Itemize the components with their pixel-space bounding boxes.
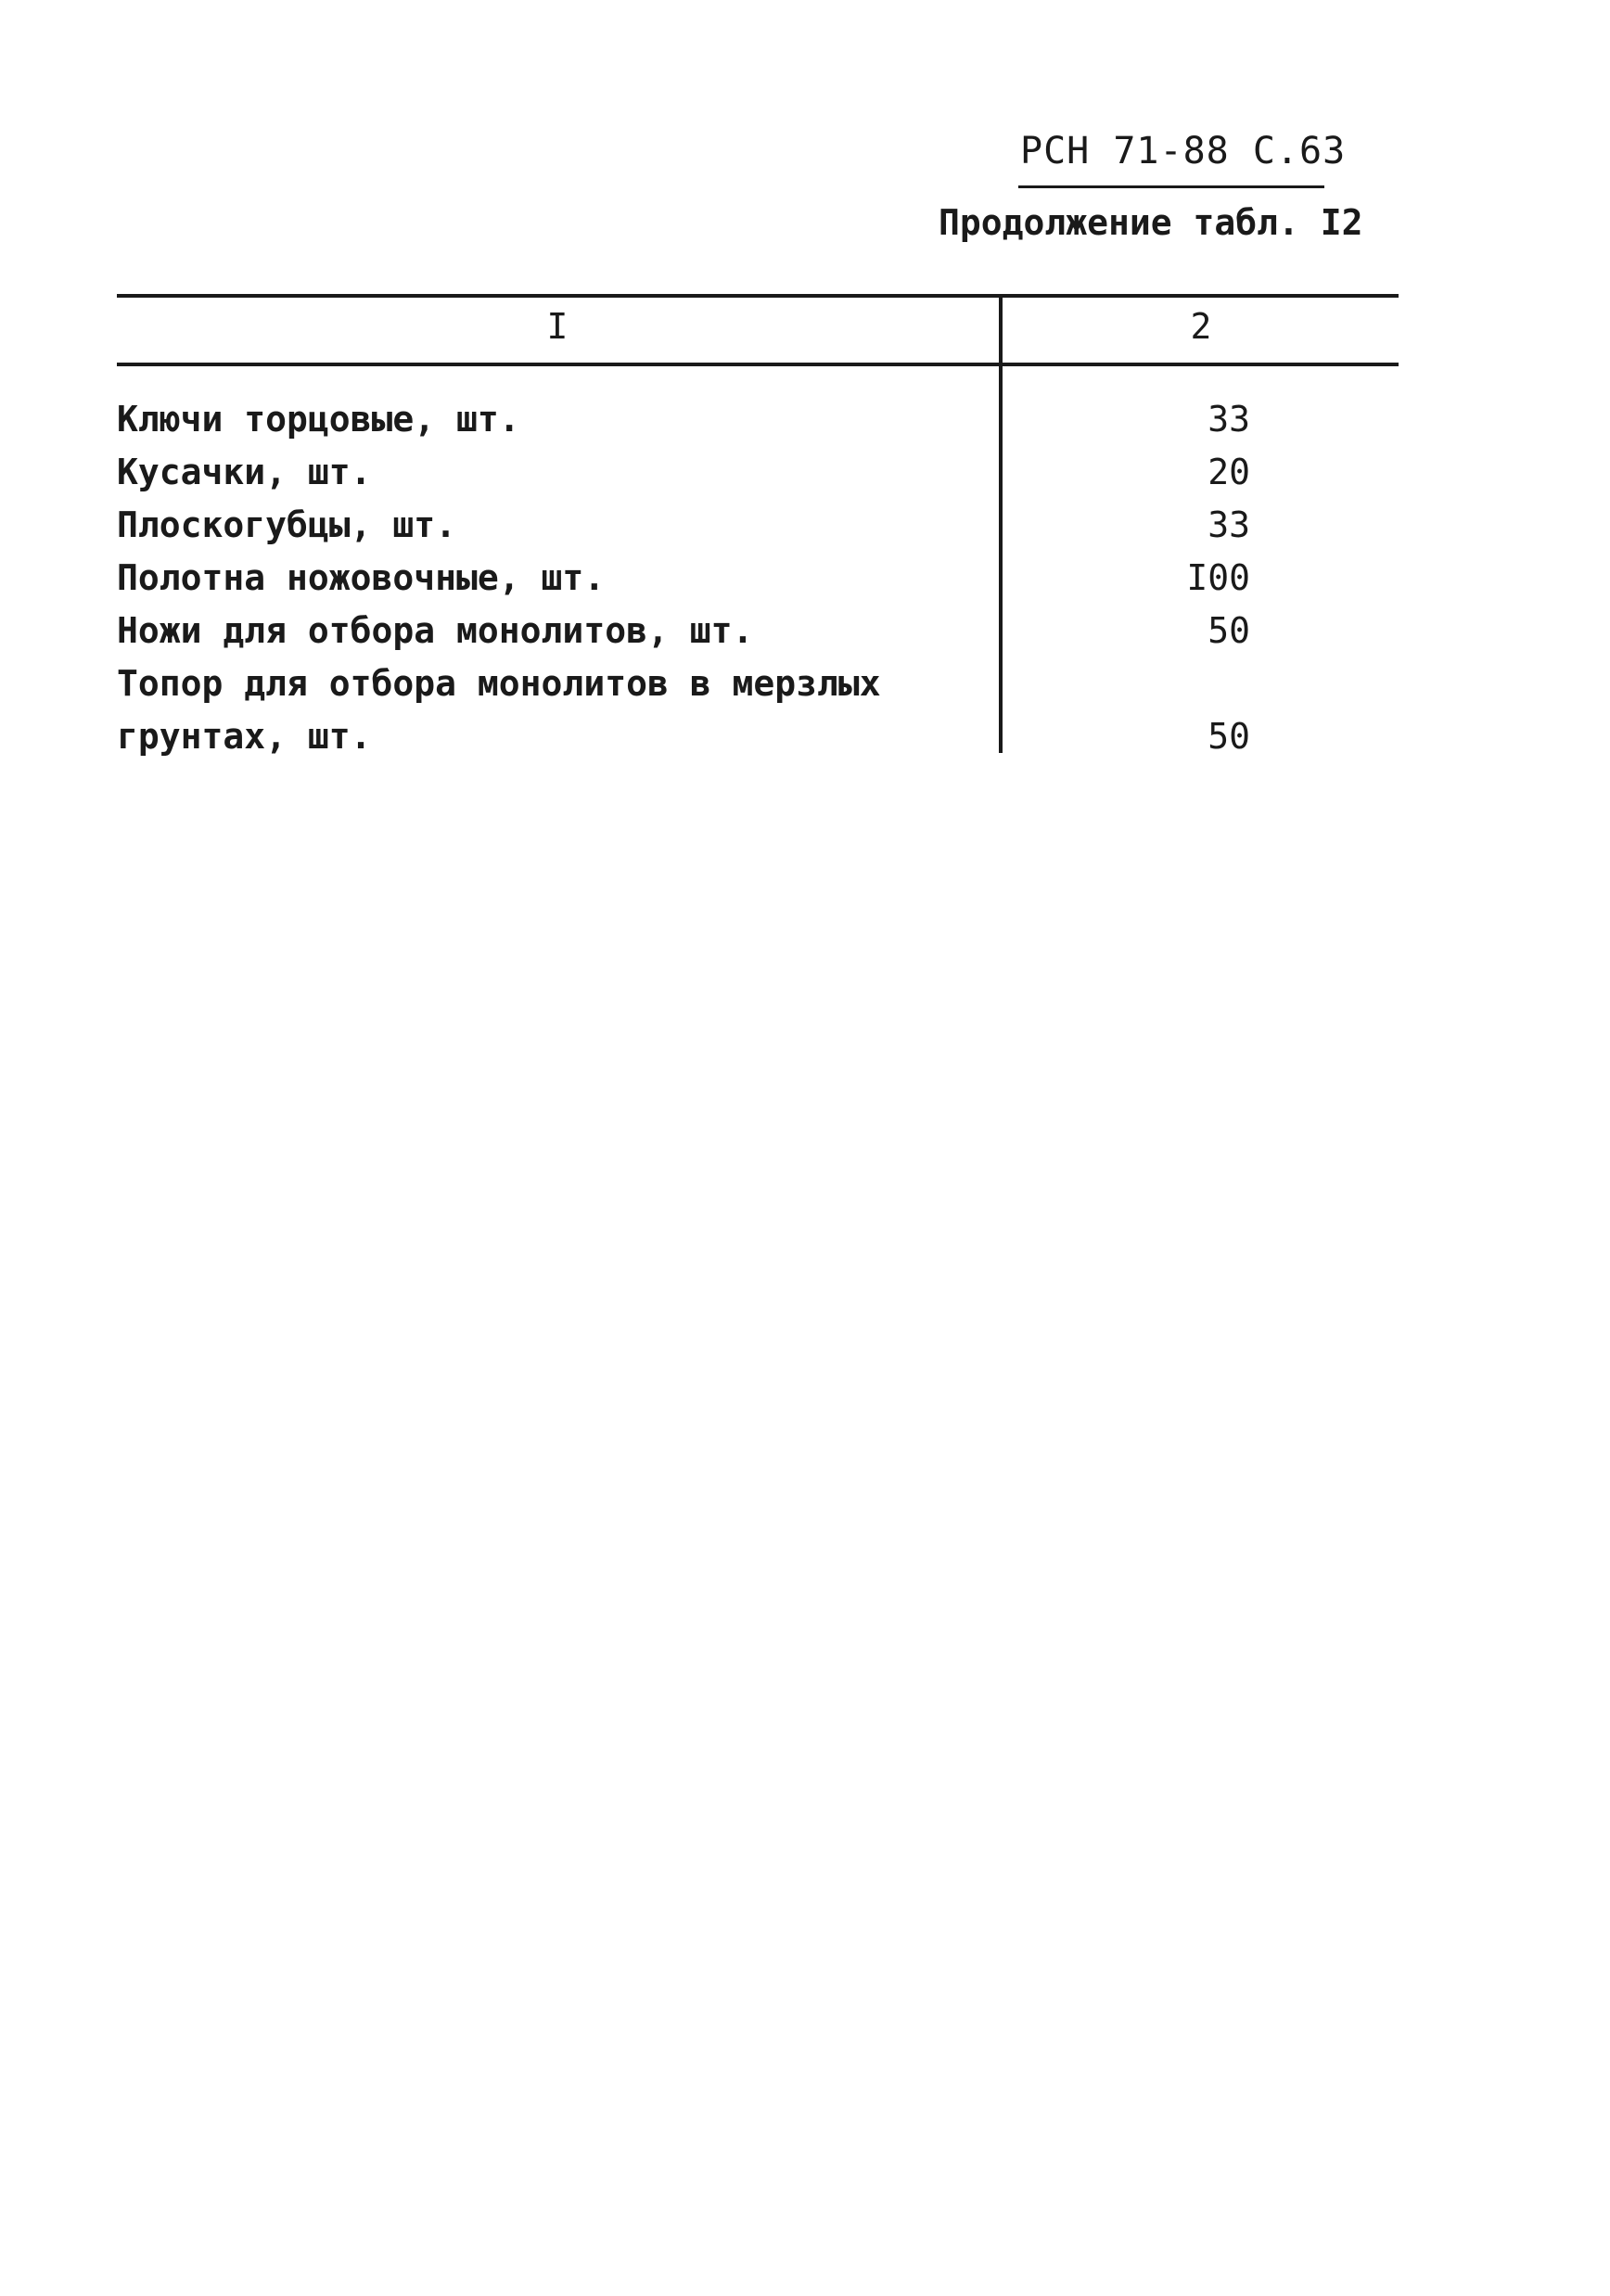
table-header-rule xyxy=(117,363,1399,366)
item-quantity: 50 xyxy=(1208,610,1250,651)
item-name: Полотна ножовочные, шт. xyxy=(117,557,606,598)
column-header-1: I xyxy=(546,306,569,347)
item-name: Ключи торцовые, шт. xyxy=(117,399,520,440)
item-quantity: 33 xyxy=(1208,399,1250,440)
table-column-divider xyxy=(999,295,1003,753)
item-name: Плоскогубцы, шт. xyxy=(117,504,457,545)
item-quantity: 50 xyxy=(1208,716,1250,757)
item-name: Ножи для отбора монолитов, шт. xyxy=(117,610,754,651)
table-top-rule xyxy=(117,294,1399,298)
item-quantity: 20 xyxy=(1208,452,1250,492)
table-continuation-caption: Продолжение табл. I2 xyxy=(939,202,1363,243)
item-name: грунтах, шт. xyxy=(117,716,372,757)
document-code-underline xyxy=(1018,185,1324,188)
item-name: Кусачки, шт. xyxy=(117,452,372,492)
item-quantity: I00 xyxy=(1186,557,1250,598)
item-quantity: 33 xyxy=(1208,504,1250,545)
document-code: РСН 71-88 С.63 xyxy=(1020,130,1347,172)
item-name: Топор для отбора монолитов в мерзлых xyxy=(117,663,881,704)
column-header-2: 2 xyxy=(1190,306,1212,347)
